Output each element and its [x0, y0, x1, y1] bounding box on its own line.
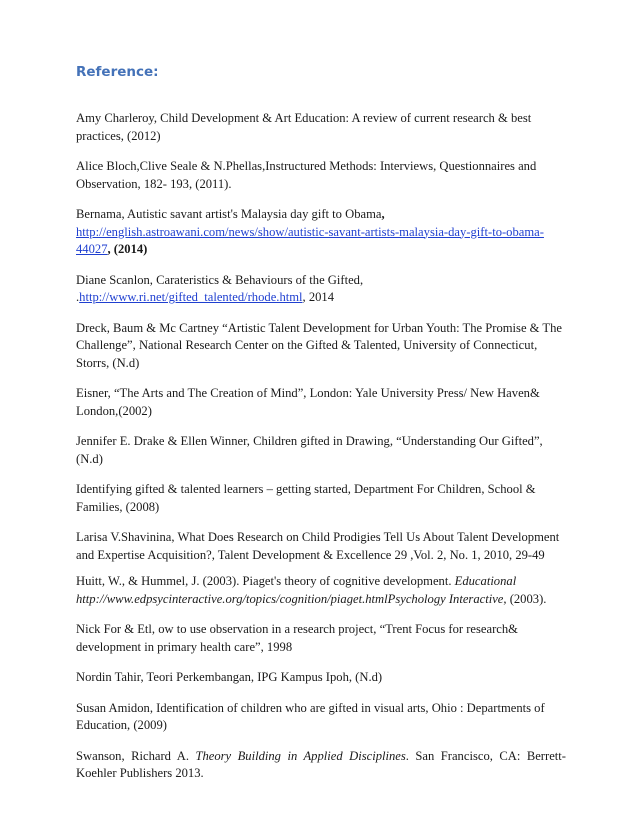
reference-item: Nick For & Etl, ow to use observation in a research project, “Trent Focus for research& development in primary health care”, 1998	[76, 622, 518, 654]
reference-text: .	[76, 290, 80, 304]
reference-text: (2003).	[506, 591, 547, 606]
reference-text: Huitt, W., & Hummel, J. (2003). Piaget's theory of cognitive development.	[76, 574, 455, 588]
reference-item: Dreck, Baum & Mc Cartney “Artistic Talent Development for Urban Youth: The Promise & The Challenge”, National Research Center on the Gifted & Talented, University of Connecticut, Storrs, (N.d)	[76, 320, 562, 370]
reference-text: , 2014	[302, 290, 335, 304]
reference-text: Diane Scanlon, Carateristics & Behaviours of the Gifted,	[76, 272, 364, 287]
reference-item: Susan Amidon, Identification of children who are gifted in visual arts, Ohio : Departments of Education, (2009)	[76, 700, 545, 732]
reference-item: Larisa V.Shavinina, What Does Research on Child Prodigies Tell Us About Talent Development and Expertise Acquisition?, Talent Development & Excellence 29 ,Vol. 2, No. 1, 2010, 29-49	[76, 530, 560, 562]
reference-item: Jennifer E. Drake & Ellen Winner, Children gifted in Drawing, “Understanding Our Gifted”, (N.d)	[76, 434, 543, 466]
reference-text: . San Francisco, CA: Berrett-Koehler Publishers 2013.	[76, 748, 566, 780]
reference-item: Identifying gifted & talented learners – getting started, Department For Children, School & Families, (2008)	[76, 482, 536, 514]
reference-text: Swanson, Richard A.	[76, 748, 196, 763]
reference-book-title: Theory Building in Applied Disciplines	[195, 748, 406, 763]
reference-link[interactable]: http://www.edpsycinteractive.org/topics/cognition/piaget.htmlPsychology Interactive,	[76, 591, 507, 606]
reference-link[interactable]: http://www.ri.net/gifted_talented/rhode.html	[79, 290, 303, 304]
reference-list	[76, 110, 566, 796]
reference-year: , (2014)	[107, 242, 148, 256]
reference-item: Nordin Tahir, Teori Perkembangan, IPG Kampus Ipoh, (N.d)	[76, 670, 383, 684]
reference-journal: Educational	[454, 574, 517, 588]
reference-item	[76, 748, 566, 783]
reference-item	[76, 272, 566, 307]
reference-link[interactable]: http://english.astroawani.com/news/show/autistic-savant-artists-malaysia-day-gift-to-obama-44027	[76, 224, 544, 256]
reference-item	[76, 206, 566, 259]
reference-item: Eisner, “The Arts and The Creation of Mind”, London: Yale University Press/ New Haven& London,(2002)	[76, 386, 540, 418]
references-heading: Reference:	[76, 64, 159, 80]
reference-item: Amy Charleroy, Child Development & Art Education: A review of current research & best practices, (2012)	[76, 111, 532, 143]
reference-text: Bernama, Autistic savant artist's Malaysia day gift to Obama	[76, 207, 382, 221]
reference-item	[76, 573, 566, 608]
reference-item: Alice Bloch,Clive Seale & N.Phellas,Instructured Methods: Interviews, Questionnaires and Observation, 182- 193, (2011).	[76, 159, 537, 191]
reference-text: ,	[381, 207, 385, 221]
